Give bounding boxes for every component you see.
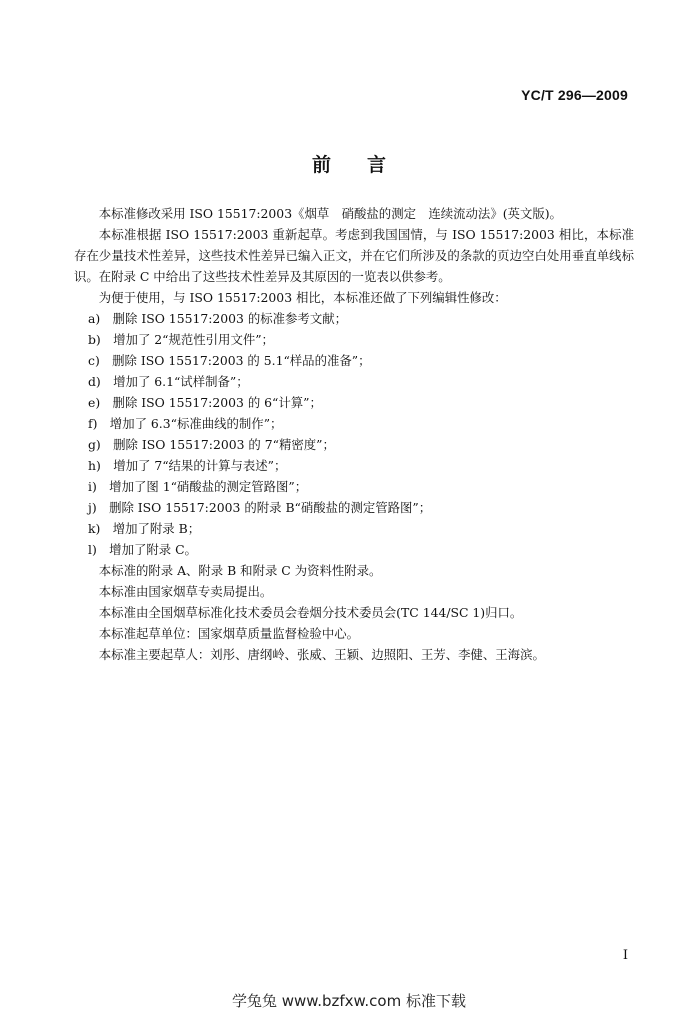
list-item: e) 删除 ISO 15517:2003 的 6“计算”； bbox=[88, 395, 322, 410]
list-item: l) 增加了附录 C。 bbox=[88, 542, 197, 557]
title-char-2: 言 bbox=[367, 154, 387, 176]
list-item: h) 增加了 7“结果的计算与表述”； bbox=[88, 458, 287, 473]
title-char-1: 前 bbox=[311, 154, 331, 176]
list-item: g) 删除 ISO 15517:2003 的 7“精密度”； bbox=[88, 437, 335, 452]
paragraph-drafting-unit: 本标准起草单位：国家烟草质量监督检验中心。 bbox=[98, 626, 359, 641]
page-number: I bbox=[622, 948, 628, 963]
list-item: k) 增加了附录 B； bbox=[88, 521, 201, 536]
foreword-body bbox=[74, 203, 634, 665]
page-title bbox=[0, 150, 698, 177]
list-item: d) 增加了 6.1“试样制备”； bbox=[88, 374, 249, 389]
list-item: c) 删除 ISO 15517:2003 的 5.1“样品的准备”； bbox=[88, 353, 371, 368]
list-item: b) 增加了 2“规范性引用文件”； bbox=[88, 332, 274, 347]
list-item: a) 删除 ISO 15517:2003 的标准参考文献； bbox=[88, 311, 347, 326]
list-item: f) 增加了 6.3“标准曲线的制作”； bbox=[88, 416, 283, 431]
paragraph-appendices: 本标准的附录 A、附录 B 和附录 C 为资料性附录。 bbox=[98, 563, 382, 578]
standard-code: YC/T 296—2009 bbox=[521, 87, 628, 103]
paragraph-editorial-intro: 为便于使用，与 ISO 15517:2003 相比，本标准还做了下列编辑性修改： bbox=[98, 290, 507, 305]
paragraph-drafters: 本标准主要起草人：刘彤、唐纲岭、张威、王颖、边照阳、王芳、李健、王海滨。 bbox=[98, 647, 545, 662]
paragraph-adoption: 本标准修改采用 ISO 15517:2003《烟草 硝酸盐的测定 连续流动法》(英文版)。 bbox=[98, 206, 562, 221]
list-item: j) 删除 ISO 15517:2003 的附录 B“硝酸盐的测定管路图”； bbox=[88, 500, 432, 515]
paragraph-differences: 本标准根据 ISO 15517:2003 重新起草。考虑到我国国情，与 ISO 15517:2003 相比，本标准存在少量技术性差异，这些技术性差异已编入正文，并在它们所涉及的条款的页边空白处用垂直单线标识。在附录 C 中给出了这些技术性差异及其原因的一览表以供参考。 bbox=[74, 227, 634, 284]
watermark-text: 学兔兔 www.bzfxw.com 标准下载 bbox=[232, 992, 466, 1010]
list-item: i) 增加了图 1“硝酸盐的测定管路图”； bbox=[88, 479, 308, 494]
paragraph-proposer: 本标准由国家烟草专卖局提出。 bbox=[98, 584, 273, 599]
paragraph-committee: 本标准由全国烟草标准化技术委员会卷烟分技术委员会(TC 144/SC 1)归口。 bbox=[98, 605, 523, 620]
